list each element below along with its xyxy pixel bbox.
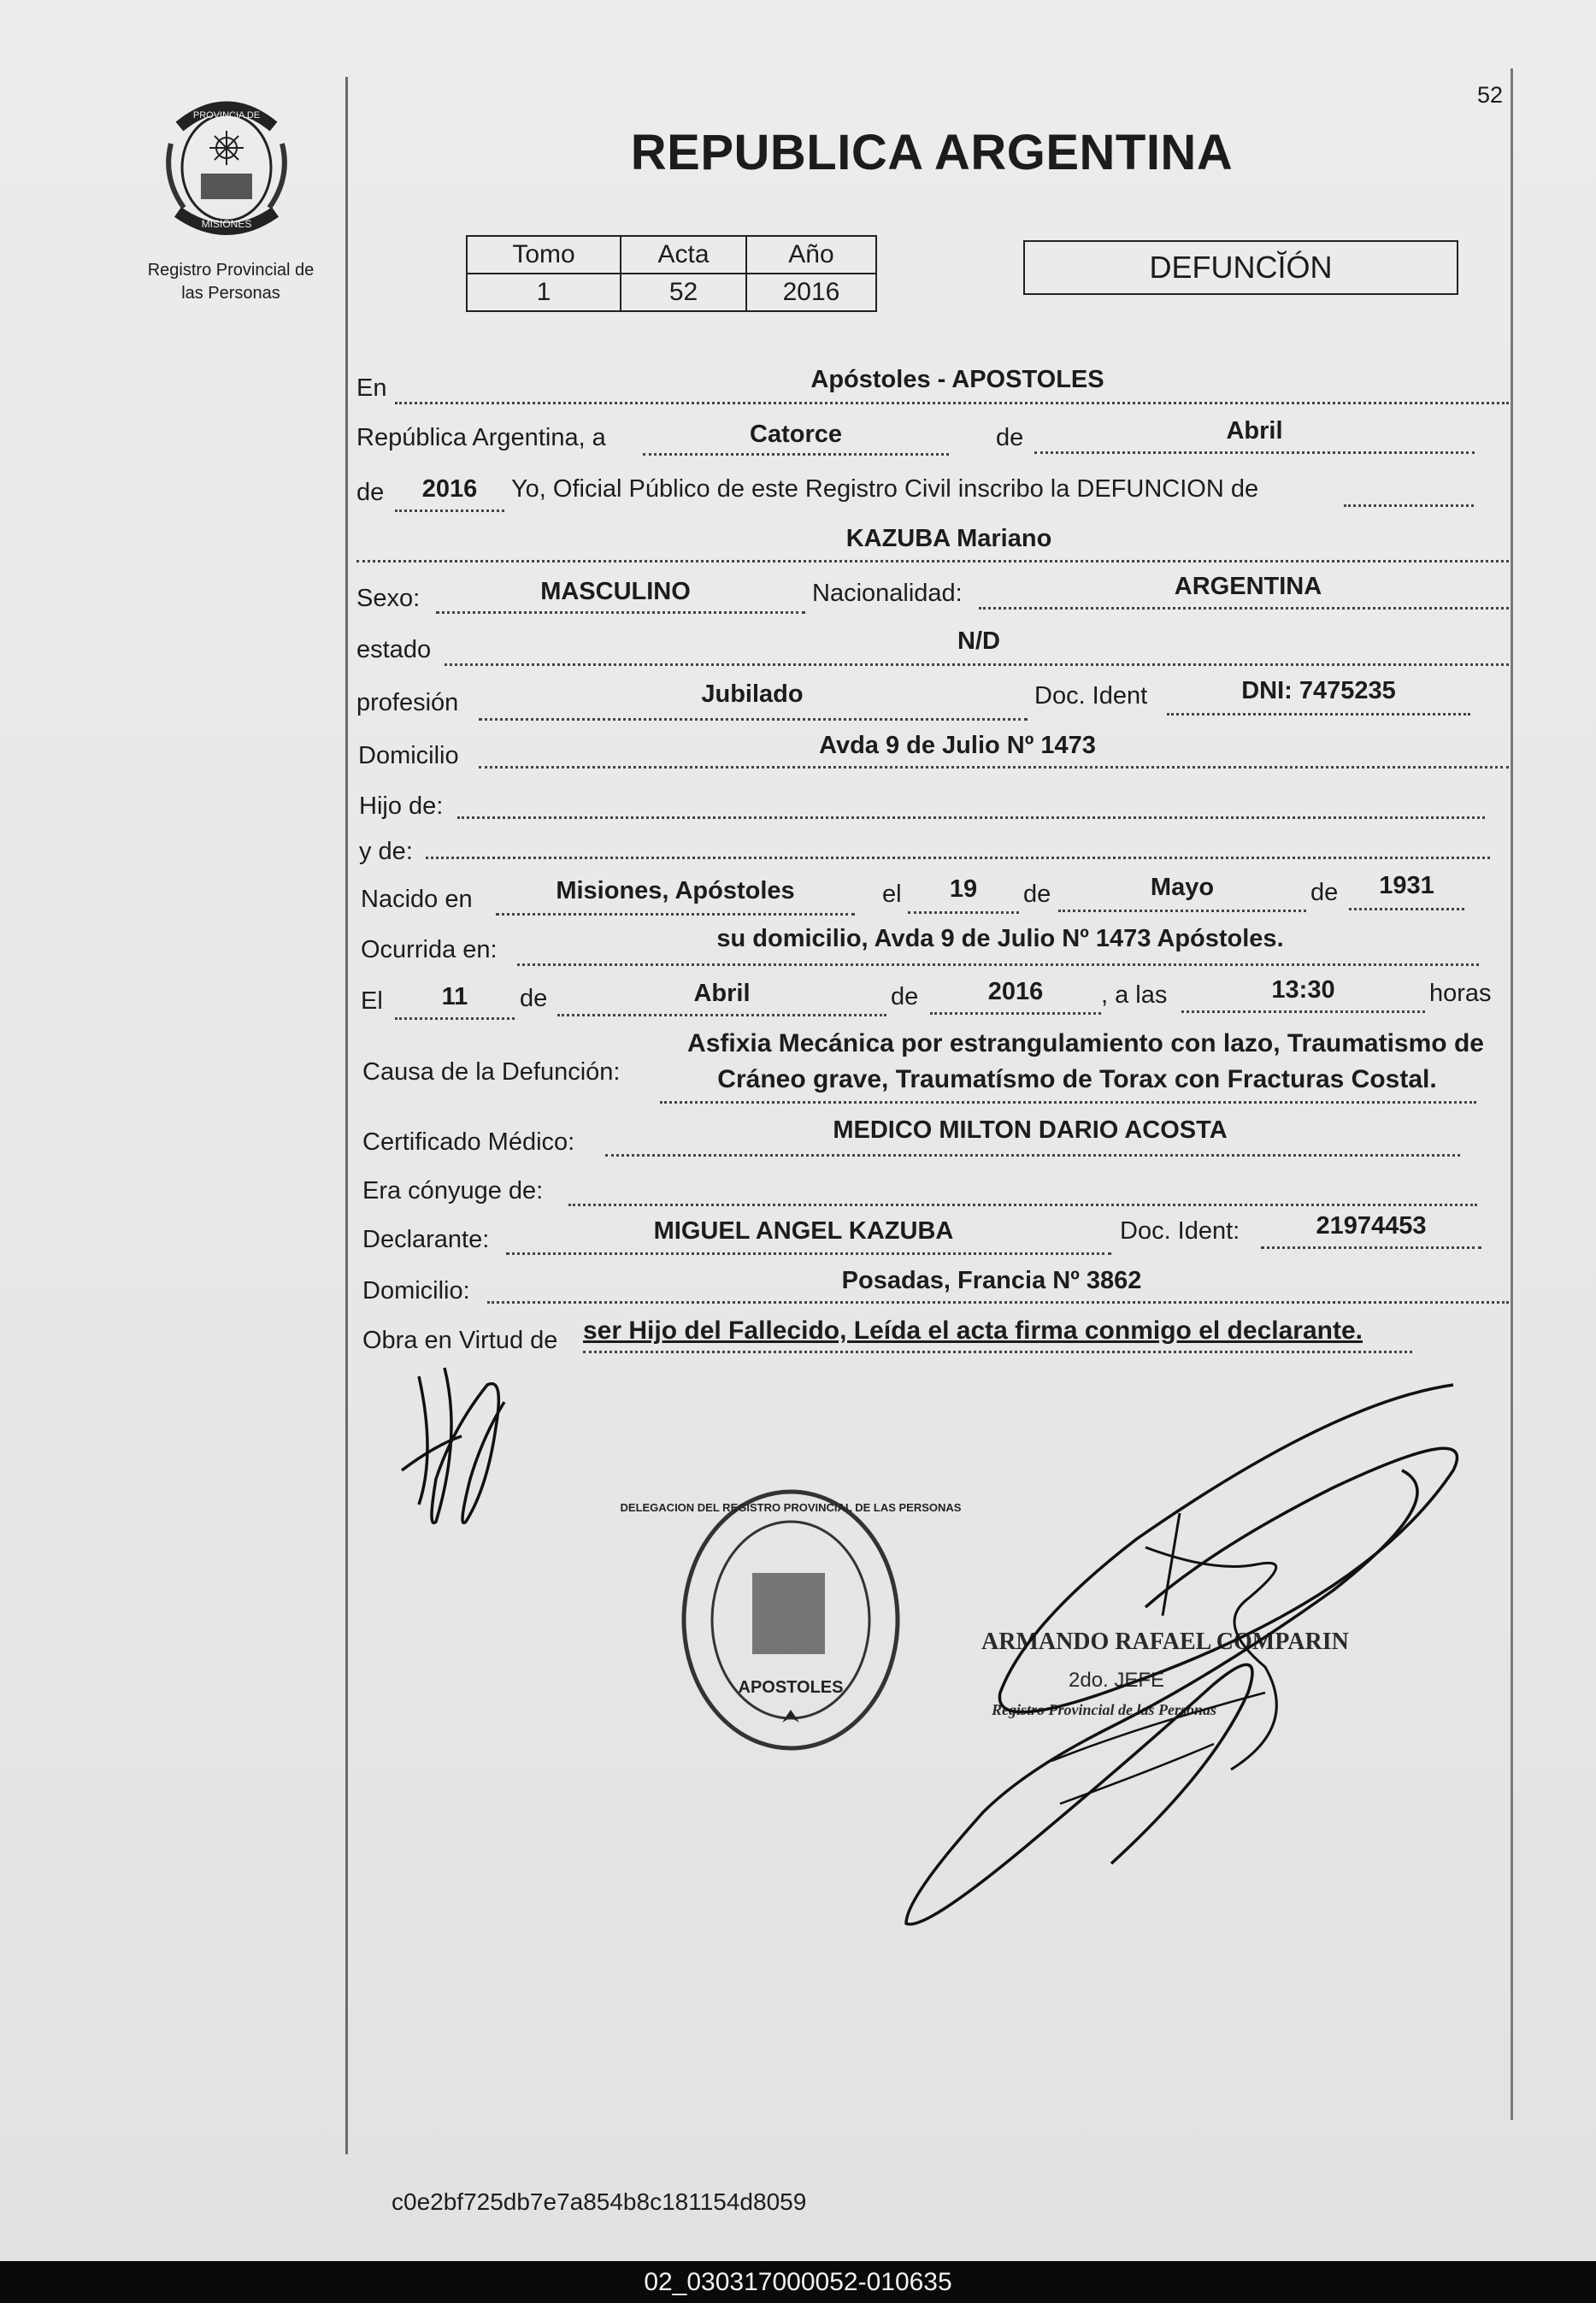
official-office: Registro Provincial de las Personas — [992, 1701, 1217, 1718]
causa-line — [660, 1101, 1476, 1104]
registry-caption-line2: las Personas — [181, 284, 280, 303]
republica-label: República Argentina, a — [356, 424, 606, 451]
page-title: REPUBLICA ARGENTINA — [630, 125, 1234, 180]
page-number: 52 — [1477, 82, 1504, 108]
month-written-value: Abril — [1226, 417, 1283, 445]
nacido-mes-value: Mayo — [1150, 874, 1215, 901]
certificado-label: Certificado Médico: — [362, 1128, 575, 1156]
left-margin-line — [345, 77, 348, 2154]
sexo-label: Sexo: — [356, 585, 421, 612]
ocurrida-value: su domicilio, Avda 9 de Julio Nº 1473 Apóstoles. — [716, 925, 1284, 952]
seal-center-text: APOSTOLES — [738, 1678, 844, 1697]
declarant-signature — [385, 1351, 539, 1539]
official-role: 2do. JEFE — [1069, 1669, 1165, 1692]
fecha-mes-line — [557, 1014, 886, 1016]
declarante-domicilio-value: Posadas, Francia Nº 3862 — [841, 1267, 1142, 1294]
conyuge-line — [568, 1204, 1477, 1206]
certificado-line — [605, 1154, 1460, 1157]
domicilio-line — [479, 766, 1509, 769]
en-label: En — [356, 374, 387, 402]
day-written-value: Catorce — [750, 421, 842, 448]
profesion-line — [479, 718, 1028, 721]
fecha-dia-line — [395, 1017, 515, 1020]
year-value: 2016 — [421, 475, 478, 503]
horas-label: horas — [1429, 980, 1492, 1007]
estado-value: N/D — [957, 627, 1000, 655]
misiones-crest-icon — [162, 92, 291, 238]
tomo-header: Tomo — [467, 236, 621, 274]
right-margin-line — [1511, 68, 1513, 2120]
acta-value: 52 — [621, 274, 746, 311]
statement-text: Yo, Oficial Público de este Registro Civil inscribo la DEFUNCION de — [511, 475, 1259, 503]
el-label-2: El — [361, 987, 383, 1015]
nacido-dia-line — [908, 911, 1019, 914]
deceased-name: KAZUBA Mariano — [845, 525, 1052, 552]
de-label-2: de — [356, 479, 385, 506]
en-line — [395, 402, 1509, 404]
statement-line — [1344, 504, 1474, 507]
declarante-line — [506, 1252, 1111, 1255]
conyuge-label: Era cónyuge de: — [362, 1177, 544, 1205]
profesion-value: Jubilado — [701, 680, 804, 708]
causa-line2: Cráneo grave, Traumatísmo de Torax con Fracturas Costal. — [717, 1065, 1437, 1093]
nacionalidad-line — [979, 607, 1509, 610]
crest-top-text: PROVINCIA DE — [192, 110, 261, 121]
fecha-dia-value: 11 — [441, 983, 468, 1010]
y-de-line — [426, 857, 1490, 859]
sexo-line — [436, 611, 805, 614]
fecha-anio-value: 2016 — [987, 978, 1044, 1005]
record-number-table — [466, 235, 877, 312]
official-name: ARMANDO RAFAEL COMPARIN — [981, 1629, 1349, 1655]
y-de-label: y de: — [359, 838, 413, 865]
anio-value: 2016 — [746, 274, 876, 311]
nacido-anio-value: 1931 — [1379, 872, 1434, 899]
footer-id-bar — [0, 2261, 1596, 2303]
nacido-dia-value: 19 — [949, 875, 978, 903]
domicilio-label: Domicilio — [358, 742, 459, 769]
profesion-label: profesión — [356, 689, 459, 716]
declarante-doc-value: 21974453 — [1316, 1212, 1427, 1240]
nacionalidad-label: Nacionalidad: — [812, 580, 963, 607]
de-label-5: de — [520, 985, 548, 1012]
sexo-value: MASCULINO — [540, 578, 691, 605]
obra-value: ser Hijo del Fallecido, Leída el acta firma conmigo el declarante. — [583, 1316, 1363, 1345]
causa-label: Causa de la Defunción: — [362, 1058, 621, 1086]
nacido-anio-line — [1349, 908, 1464, 910]
de-label-6: de — [891, 983, 919, 1010]
causa-line1: Asfixia Mecánica por estrangulamiento con lazo, Traumatismo de — [687, 1029, 1484, 1057]
registry-caption — [120, 259, 342, 305]
ocurrida-label: Ocurrida en: — [361, 936, 498, 963]
declarante-doc-line — [1261, 1246, 1481, 1249]
nacido-mes-line — [1058, 910, 1306, 912]
de-label-3: de — [1023, 881, 1051, 908]
obra-label: Obra en Virtud de — [362, 1327, 558, 1354]
estado-line — [445, 663, 1509, 666]
deceased-line — [356, 560, 1509, 562]
nacionalidad-value: ARGENTINA — [1174, 573, 1322, 600]
anio-header: Año — [746, 236, 876, 274]
document-hash: c0e2bf725db7e7a854b8c181154d8059 — [392, 2188, 807, 2215]
crest-bottom-text: MISIONES — [201, 218, 252, 230]
nacido-lugar-value: Misiones, Apóstoles — [556, 877, 795, 904]
nacido-lugar-line — [496, 913, 855, 916]
declarante-domicilio-line — [487, 1301, 1509, 1304]
certificado-value: MEDICO MILTON DARIO ACOSTA — [833, 1116, 1228, 1144]
registry-caption-line1: Registro Provincial de — [147, 261, 315, 280]
record-type-box: DEFUNCĬÓN — [1023, 240, 1458, 295]
hijo-de-line — [457, 816, 1485, 819]
month-line — [1034, 451, 1475, 454]
year-line — [395, 509, 504, 512]
fecha-anio-line — [930, 1012, 1101, 1015]
doc-ident-line — [1167, 713, 1470, 716]
declarante-value: MIGUEL ANGEL KAZUBA — [653, 1217, 954, 1245]
de-label: de — [996, 424, 1024, 451]
de-label-4: de — [1310, 879, 1339, 906]
seal-ring-text: DELEGACION DEL REGISTRO PROVINCIAL DE LAS PERSONAS — [620, 1501, 962, 1514]
doc-ident-label-2: Doc. Ident: — [1120, 1217, 1240, 1245]
domicilio-label-2: Domicilio: — [362, 1277, 470, 1305]
a-las-label: , a las — [1101, 981, 1168, 1009]
obra-line — [583, 1351, 1412, 1353]
el-label: el — [882, 881, 902, 908]
place-value: Apóstoles - APOSTOLES — [810, 366, 1104, 393]
hijo-de-label: Hijo de: — [359, 792, 444, 820]
nacido-label: Nacido en — [361, 886, 473, 913]
footer-id: 02_030317000052-010635 — [644, 2268, 952, 2296]
domicilio-value: Avda 9 de Julio Nº 1473 — [819, 732, 1096, 759]
tomo-value: 1 — [467, 274, 621, 311]
acta-header: Acta — [621, 236, 746, 274]
hora-line — [1181, 1010, 1425, 1013]
declarante-label: Declarante: — [362, 1226, 490, 1253]
ocurrida-line — [517, 963, 1479, 966]
estado-label: estado — [356, 636, 432, 663]
doc-ident-label: Doc. Ident — [1034, 682, 1148, 710]
official-signature — [855, 1368, 1470, 1966]
hora-value: 13:30 — [1271, 976, 1335, 1004]
doc-ident-value: DNI: 7475235 — [1241, 677, 1396, 704]
day-line — [643, 453, 949, 456]
fecha-mes-value: Abril — [693, 980, 751, 1007]
